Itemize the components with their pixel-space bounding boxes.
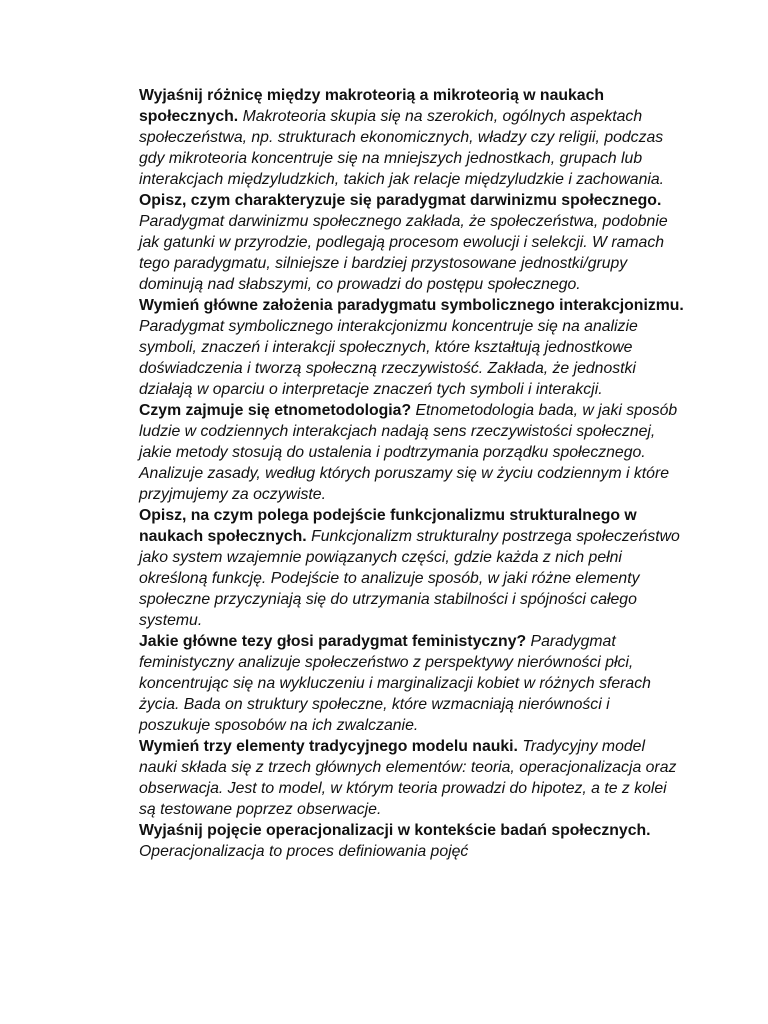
qa-item-8 [139, 820, 684, 862]
answer-text: Etnometodologia bada, w jaki sposób ludzie w codziennych interakcjach nadają sens rzeczywistości społecznej, jakie metody stosują do ustalenia i podtrzymania porządku społecznego. Analizuje zasady, według których poruszamy się w życiu codziennym i które przyjmujemy za oczywiste. [139, 402, 678, 503]
question-text: Wymień główne założenia paradygmatu symbolicznego interakcjonizmu. [139, 297, 684, 314]
question-text: Wyjaśnij pojęcie operacjonalizacji w kontekście badań społecznych. [139, 822, 651, 839]
qa-item-5 [139, 505, 684, 631]
question-text: Jakie główne tezy głosi paradygmat feministyczny? [139, 633, 527, 650]
answer-text: Makroteoria skupia się na szerokich, ogólnych aspektach społeczeństwa, np. strukturach ekonomicznych, władzy czy religii, podczas gdy mikroteoria koncentruje się na mniejszych jednostkach, grupach lub interakcjach międzyludzkich, takich jak relacje międzyludzkie i zachowania. [139, 108, 665, 188]
question-text: Wyjaśnij różnicę między makroteorią a mikroteorią w naukach społecznych. [139, 87, 605, 125]
question-text: Opisz, na czym polega podejście funkcjonalizmu strukturalnego w naukach społecznych. [139, 507, 637, 545]
qa-item-4 [139, 400, 684, 505]
qa-item-6 [139, 631, 684, 736]
question-text: Opisz, czym charakteryzuje się paradygmat darwinizmu społecznego. [139, 192, 662, 209]
answer-text: Tradycyjny model nauki składa się z trzech głównych elementów: teoria, operacjonalizacja oraz obserwacja. Jest to model, w którym teoria prowadzi do hipotez, a te z kolei są testowane poprzez obserwacje. [139, 738, 677, 818]
question-text: Wymień trzy elementy tradycyjnego modelu nauki. [139, 738, 518, 755]
qa-item-2 [139, 190, 684, 295]
document-body [139, 85, 684, 862]
qa-item-3 [139, 295, 684, 400]
qa-item-1 [139, 85, 684, 190]
question-text: Czym zajmuje się etnometodologia? [139, 402, 412, 419]
answer-text: Funkcjonalizm strukturalny postrzega społeczeństwo jako system wzajemnie powiązanych części, gdzie każda z nich pełni określoną funkcję. Podejście to analizuje sposób, w jaki różne elementy społeczne przyczyniają się do utrzymania stabilności i spójności całego systemu. [139, 528, 680, 629]
qa-item-7 [139, 736, 684, 820]
answer-text: Operacjonalizacja to proces definiowania pojęć [139, 843, 469, 860]
answer-text: Paradygmat feministyczny analizuje społeczeństwo z perspektywy nierówności płci, koncentrując się na wykluczeniu i marginalizacji kobiet w różnych sferach życia. Bada on struktury społeczne, które wzmacniają nierówności i poszukuje sposobów na ich zwalczanie. [139, 633, 651, 734]
answer-text: Paradygmat darwinizmu społecznego zakłada, że społeczeństwa, podobnie jak gatunki w przyrodzie, podlegają procesom ewolucji i selekcji. W ramach tego paradygmatu, silniejsze i bardziej przystosowane jednostki/grupy dominują nad słabszymi, co prowadzi do postępu społecznego. [139, 213, 668, 293]
answer-text: Paradygmat symbolicznego interakcjonizmu koncentruje się na analizie symboli, znaczeń i interakcji społecznych, które kształtują jednostkowe doświadczenia i tworzą społeczną rzeczywistość. Zakłada, że jednostki działają w oparciu o interpretacje znaczeń tych symboli i interakcji. [139, 318, 638, 398]
